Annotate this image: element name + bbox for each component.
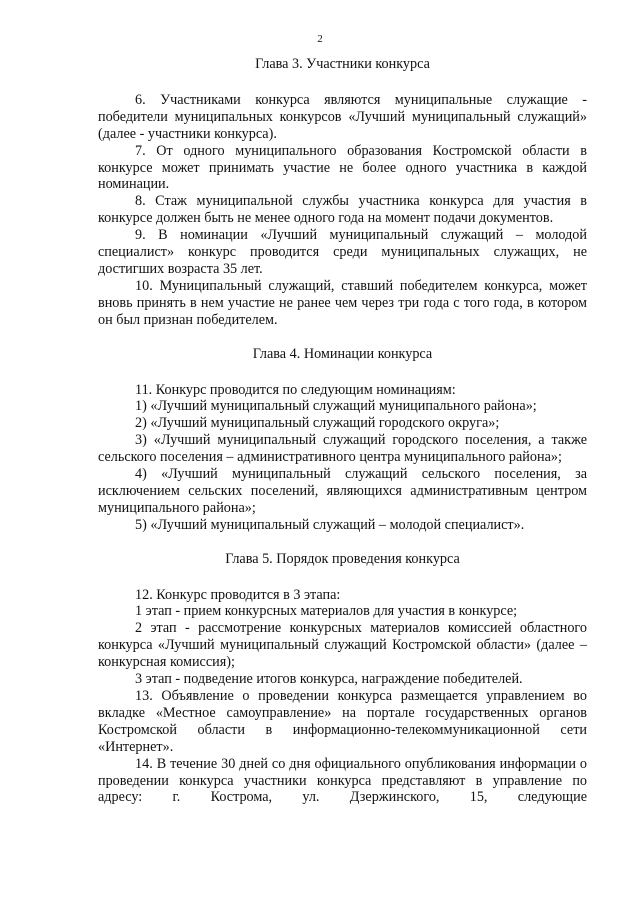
page-number: 2 xyxy=(317,33,323,45)
list-item: 2) «Лучший муниципальный служащий городского округа»; xyxy=(135,415,500,432)
list-item: 1 этап - прием конкурсных материалов для участия в конкурсе; xyxy=(135,603,518,620)
list-item: 3) «Лучший муниципальный служащий городского поселения, а также сельского поселения – административного центра муниципального района»; xyxy=(98,432,587,466)
chapter-3-heading: Глава 3. Участники конкурса xyxy=(255,56,430,72)
chapter-3-section xyxy=(98,92,587,329)
paragraph: 14. В течение 30 дней со дня официального опубликования информации о проведении конкурса участники конкурса представляют в управление по адресу: г. Кострома, ул. Дзержинского, 15, следующие xyxy=(98,755,587,806)
paragraph: 8. Стаж муниципальной службы участника конкурса для участия в конкурсе должен быть не менее одного года на момент подачи документов. xyxy=(98,193,587,227)
list-item: 5) «Лучший муниципальный служащий – молодой специалист». xyxy=(135,516,525,533)
chapter-4-heading: Глава 4. Номинации конкурса xyxy=(252,345,433,362)
list-item: 2 этап - рассмотрение конкурсных материалов комиссией областного конкурса «Лучший муниципальный служащий Костромской области» (далее – конкурсная комиссия); xyxy=(98,620,587,671)
list-item: 3 этап - подведение итогов конкурса, награждение победителей. xyxy=(135,671,523,688)
chapter-4-section xyxy=(98,382,587,534)
paragraph: 6. Участниками конкурса являются муниципальные служащие - победители муниципальных конкурсов «Лучший муниципальный служащий» (далее - участники конкурса). xyxy=(98,91,587,142)
paragraph: 11. Конкурс проводится по следующим номинациям: xyxy=(135,381,456,398)
paragraph: 10. Муниципальный служащий, ставший победителем конкурса, может вновь принять в нем участие не ранее чем через три года с того года, в котором он был признан победителем. xyxy=(98,277,587,328)
list-item: 1) «Лучший муниципальный служащий муниципального района»; xyxy=(135,398,537,415)
chapter-5-heading: Глава 5. Порядок проведения конкурса xyxy=(225,550,460,567)
list-item: 4) «Лучший муниципальный служащий сельского поселения, за исключением сельских поселений, являющихся административным центром муниципального района»; xyxy=(98,466,587,516)
paragraph: 9. В номинации «Лучший муниципальный служащий – молодой специалист» конкурс проводится среди муниципальных служащих, не достигших возраста 35 лет. xyxy=(98,227,587,277)
chapter-5-section xyxy=(98,587,587,807)
paragraph: 13. Объявление о проведении конкурса размещается управлением во вкладке «Местное самоуправление» на портале государственных органов Костромской области в информационно-телекоммуникационной сети «Интернет». xyxy=(98,688,587,755)
document-body xyxy=(98,56,587,806)
paragraph: 12. Конкурс проводится в 3 этапа: xyxy=(135,586,341,603)
paragraph: 7. От одного муниципального образования Костромской области в конкурсе может принимать участие не более одного участника в каждой номинации. xyxy=(98,142,587,193)
